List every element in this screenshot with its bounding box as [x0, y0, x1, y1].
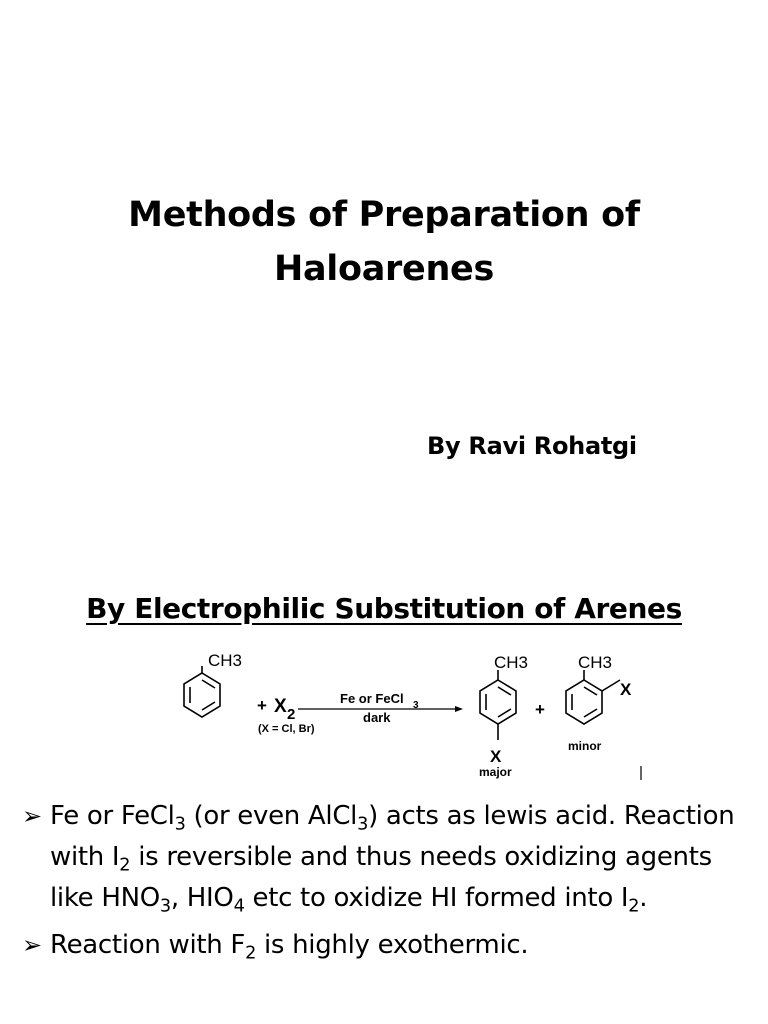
reagent-x: X [274, 696, 287, 717]
text-span: etc to oxidize HI formed into I [244, 883, 629, 913]
arrow-bullet-icon: ➢ [22, 931, 42, 959]
text-span: Reaction with F [50, 930, 246, 960]
subscript: 3 [357, 814, 369, 835]
catalyst-label: Fe or FeCl [340, 691, 404, 706]
text-span: is reversible and thus needs oxidizing agents like HNO [50, 842, 712, 913]
major-label: major [479, 765, 512, 779]
subscript: 3 [159, 896, 171, 917]
title-line-2: Haloarenes [273, 249, 495, 289]
reagent-note: (X = Cl, Br) [258, 723, 315, 735]
condition-label: dark [363, 710, 391, 725]
page-title [0, 188, 768, 296]
para-x-label: X [490, 747, 502, 766]
para-ch3-label: CH3 [494, 653, 529, 672]
catalyst-subscript: 3 [413, 700, 419, 711]
reaction-scheme [170, 640, 670, 785]
reagent-x-subscript: 2 [287, 706, 296, 723]
text-span: (or even AlCl [185, 801, 358, 831]
bullet-item-fluorine [22, 925, 762, 966]
author-byline: By Ravi Rohatgi [427, 432, 637, 460]
ortho-x-label: X [620, 680, 632, 699]
bullet-list [22, 796, 762, 972]
subscript: 2 [245, 943, 257, 964]
toluene-structure [184, 666, 220, 717]
title-line-1: Methods of Preparation of [128, 195, 640, 235]
subscript: 2 [628, 896, 640, 917]
subscript: 2 [119, 855, 131, 876]
text-span: ) acts as lewis acid. Reaction with I [50, 801, 735, 872]
para-product-structure [480, 670, 516, 740]
arrow-bullet-icon: ➢ [22, 802, 42, 830]
text-span: is highly exothermic. [256, 930, 529, 960]
subscript: 4 [233, 896, 245, 917]
ortho-product-structure [566, 670, 620, 724]
bullet-item-lewis-acid [22, 796, 762, 919]
text-span: Fe or FeCl [50, 801, 175, 831]
ortho-ch3-label: CH3 [578, 653, 613, 672]
text-span: , HIO [170, 883, 234, 913]
subscript: 3 [174, 814, 186, 835]
plus-sign-1: + [257, 696, 267, 715]
minor-label: minor [568, 739, 602, 753]
text-span: . [639, 883, 648, 913]
reactant-ch3-label: CH3 [208, 651, 243, 670]
plus-sign-2: + [535, 700, 545, 719]
section-heading: By Electrophilic Substitution of Arenes [86, 592, 682, 625]
